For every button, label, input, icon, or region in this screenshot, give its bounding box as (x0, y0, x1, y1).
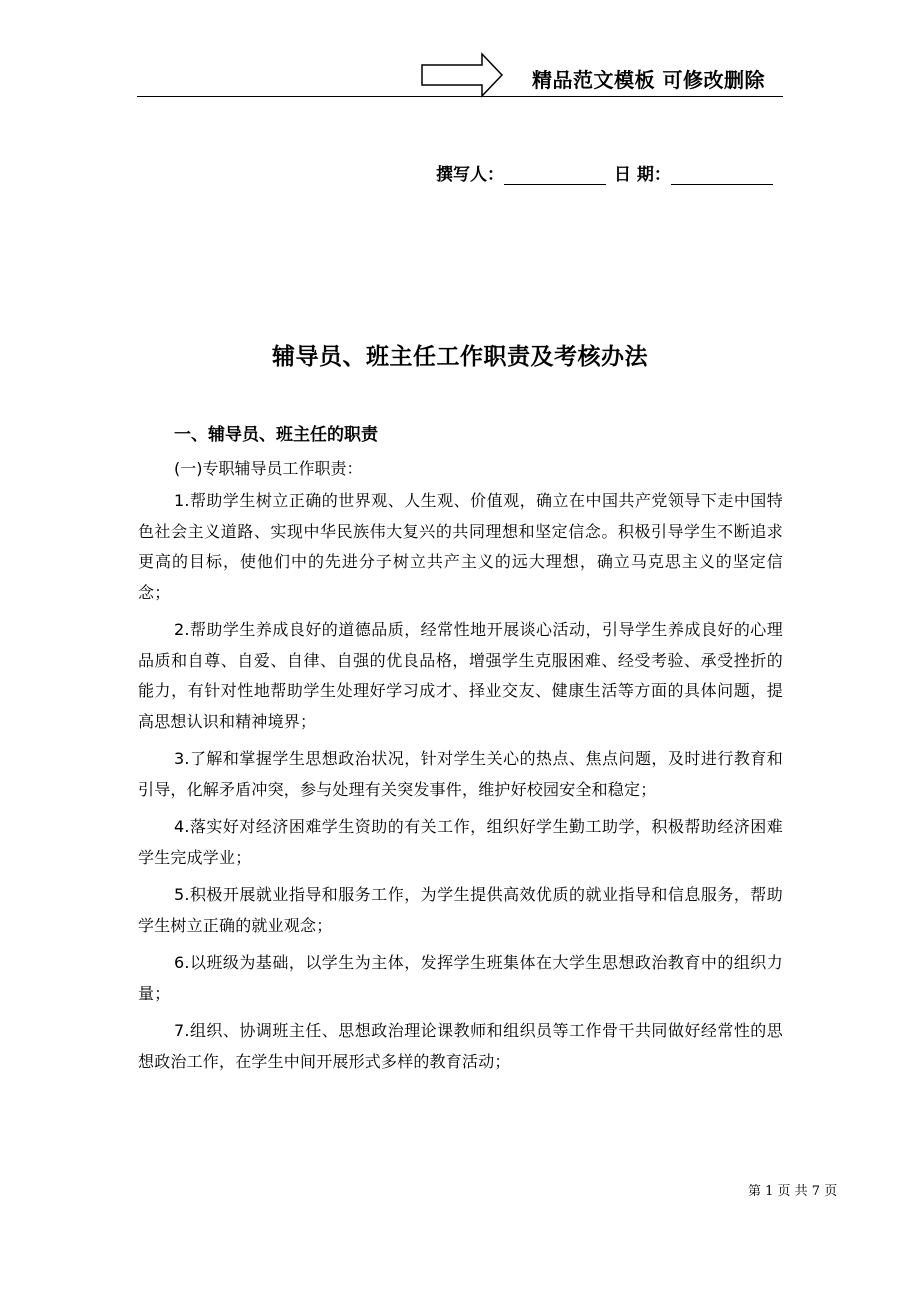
document-title: 辅导员、班主任工作职责及考核办法 (272, 344, 648, 370)
page-number: 第 1 页 共 7 页 (748, 1184, 838, 1199)
duty-item-5: 5.积极开展就业指导和服务工作，为学生提供高效优质的就业指导和信息服务，帮助学生树立正确的就业观念； (138, 885, 783, 935)
author-label: 撰写人： (436, 165, 504, 185)
duty-item-2: 2.帮助学生养成良好的道德品质，经常性地开展谈心活动，引导学生养成良好的心理品质和自尊、自爱、自律、自强的优良品格，增强学生克服困难、经受考验、承受挫折的能力，有针对性地帮助学生处理好学习成才、择业交友、健康生活等方面的具体问题，提高思想认识和精神境界； (138, 620, 783, 731)
duty-item-3: 3.了解和掌握学生思想政治状况，针对学生关心的热点、焦点问题，及时进行教育和引导，化解矛盾冲突，参与处理有关突发事件，维护好校园安全和稳定； (138, 749, 783, 799)
date-blank (671, 166, 773, 185)
duty-item-1: 1.帮助学生树立正确的世界观、人生观、价值观，确立在中国共产党领导下走中国特色社会主义道路、实现中华民族伟大复兴的共同理想和坚定信念。积极引导学生不断追求更高的目标，使他们中的先进分子树立共产主义的远大理想，确立马克思主义的坚定信念； (138, 491, 783, 602)
duty-item-7: 7.组织、协调班主任、思想政治理论课教师和组织员等工作骨干共同做好经常性的思想政治工作，在学生中间开展形式多样的教育活动； (138, 1021, 783, 1071)
date-label: 日 期： (614, 165, 671, 185)
duty-item-6: 6.以班级为基础，以学生为主体，发挥学生班集体在大学生思想政治教育中的组织力量； (138, 953, 783, 1003)
header-arrow-icon (420, 52, 504, 98)
header-divider (137, 96, 783, 97)
author-blank (504, 166, 606, 185)
document-body (138, 418, 783, 1084)
author-date-line (436, 160, 777, 185)
duty-item-4: 4.落实好对经济困难学生资助的有关工作，组织好学生勤工助学，积极帮助经济困难学生完成学业； (138, 817, 783, 867)
sub-heading: (一)专职辅导员工作职责： (174, 459, 363, 478)
header-banner-text: 精品范文模板 可修改删除 (532, 68, 765, 92)
section-heading: 一、辅导员、班主任的职责 (174, 425, 378, 445)
